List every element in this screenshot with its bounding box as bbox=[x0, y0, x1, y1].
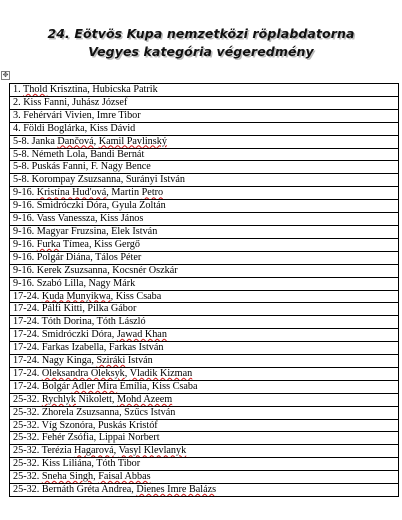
spellcheck-flagged-text: Furka bbox=[36, 238, 61, 250]
result-text: 9-16. bbox=[13, 187, 37, 199]
spellcheck-flagged-text: Mohd Azeem bbox=[117, 393, 173, 405]
spellcheck-flagged-text: Thold bbox=[23, 84, 48, 95]
spellcheck-flagged-text: Vladik Kizman bbox=[129, 367, 193, 379]
result-text: , bbox=[93, 135, 99, 147]
spellcheck-flagged-text: Kamil Pavlinský bbox=[98, 135, 167, 147]
table-row bbox=[10, 484, 399, 497]
spellcheck-flagged-text: Hagarová bbox=[74, 445, 114, 457]
table-row bbox=[10, 329, 399, 342]
result-text: 25-32. bbox=[13, 471, 42, 483]
result-cell[interactable] bbox=[10, 342, 399, 355]
result-cell[interactable] bbox=[10, 277, 399, 290]
result-text: Tímea, Kiss Gergő bbox=[60, 238, 140, 250]
table-row bbox=[10, 109, 399, 122]
result-text: 25-32. bbox=[13, 393, 42, 405]
result-text: , Kiss Csaba bbox=[110, 290, 162, 302]
table-row bbox=[10, 225, 399, 238]
result-cell[interactable] bbox=[10, 251, 399, 264]
result-text: 5-8. Janka bbox=[13, 135, 58, 147]
result-cell[interactable] bbox=[10, 367, 399, 380]
table-row bbox=[10, 445, 399, 458]
table-row bbox=[10, 380, 399, 393]
result-text: 2. Kiss Fanni, Juhász József bbox=[13, 96, 128, 108]
result-text: 17-24. Bolgár bbox=[13, 380, 72, 392]
result-text: 25-32. Terézia bbox=[13, 445, 75, 457]
result-text: 9-16. Polgár Diána, Tálos Péter bbox=[13, 251, 142, 263]
result-text: 3. Fehérvári Vivien, Imre Tibor bbox=[13, 109, 141, 121]
result-cell[interactable] bbox=[10, 355, 399, 368]
result-cell[interactable] bbox=[10, 264, 399, 277]
result-cell[interactable] bbox=[10, 303, 399, 316]
result-cell[interactable] bbox=[10, 316, 399, 329]
spellcheck-flagged-text: Dienes Imre Balázs bbox=[136, 484, 217, 496]
table-row bbox=[10, 148, 399, 161]
result-cell[interactable] bbox=[10, 213, 399, 226]
result-text: , Martin bbox=[106, 187, 142, 199]
table-move-handle-icon[interactable]: ✥ bbox=[2, 71, 9, 79]
result-text: 25-32. Zhorela Zsuzsanna, Szűcs István bbox=[13, 406, 176, 418]
result-text: 5-8. Németh Lola, Bandi Bernát bbox=[13, 148, 145, 160]
result-text: 9-16. Smidróczki Dóra, Gyula Zoltán bbox=[13, 200, 166, 212]
result-cell[interactable] bbox=[10, 148, 399, 161]
result-text: 17-24. Smidróczki Dóra, bbox=[13, 329, 117, 341]
spellcheck-flagged-text: Jawad Khan bbox=[116, 329, 167, 341]
table-row bbox=[10, 238, 399, 251]
result-text: 17-24. Pálfi Kitti, Pilka Gábor bbox=[13, 303, 137, 315]
result-cell[interactable] bbox=[10, 432, 399, 445]
result-text: , bbox=[124, 367, 130, 379]
result-text: 25-32. Fehér Zsófia, Lippai Norbert bbox=[13, 432, 160, 444]
spellcheck-flagged-text: Sziráki bbox=[96, 355, 126, 367]
result-cell[interactable] bbox=[10, 484, 399, 497]
results-table bbox=[9, 83, 399, 497]
result-cell[interactable] bbox=[10, 187, 399, 200]
result-cell[interactable] bbox=[10, 84, 399, 97]
table-row bbox=[10, 393, 399, 406]
result-cell[interactable] bbox=[10, 174, 399, 187]
table-row bbox=[10, 174, 399, 187]
result-text: 9-16. Magyar Fruzsina, Elek István bbox=[13, 225, 158, 237]
result-text: Nikolett, bbox=[76, 393, 118, 405]
result-cell[interactable] bbox=[10, 200, 399, 213]
result-text: 4. Földi Boglárka, Kiss Dávid bbox=[13, 122, 136, 134]
result-text: 17-24. Farkas Izabella, Farkas István bbox=[13, 342, 164, 354]
table-row bbox=[10, 316, 399, 329]
table-row bbox=[10, 432, 399, 445]
spellcheck-flagged-text: Oleksandra Oleksyk bbox=[41, 367, 125, 379]
table-row bbox=[10, 406, 399, 419]
result-text: 17-24. bbox=[13, 367, 42, 379]
result-text: Krisztina, Hubicska Patrik bbox=[47, 84, 158, 95]
table-row bbox=[10, 84, 399, 97]
result-cell[interactable] bbox=[10, 458, 399, 471]
table-row bbox=[10, 342, 399, 355]
result-cell[interactable] bbox=[10, 135, 399, 148]
result-text: , bbox=[113, 445, 119, 457]
result-cell[interactable] bbox=[10, 380, 399, 393]
result-cell[interactable] bbox=[10, 445, 399, 458]
table-row bbox=[10, 290, 399, 303]
result-cell[interactable] bbox=[10, 290, 399, 303]
result-text: 5-8. Korompay Zsuzsanna, Surányi István bbox=[13, 174, 186, 186]
table-row bbox=[10, 303, 399, 316]
spellcheck-flagged-text: Vasyl Klevlanyk bbox=[118, 445, 187, 457]
spellcheck-flagged-text: Dančová bbox=[57, 135, 94, 147]
table-row bbox=[10, 135, 399, 148]
table-row bbox=[10, 264, 399, 277]
result-cell[interactable] bbox=[10, 393, 399, 406]
result-text: 25-32. Bernáth Gréta Andrea, bbox=[13, 484, 137, 496]
table-row bbox=[10, 213, 399, 226]
result-text: 9-16. Szabó Lilla, Nagy Márk bbox=[13, 277, 136, 289]
table-row bbox=[10, 122, 399, 135]
result-text: 1. bbox=[13, 84, 24, 95]
result-cell[interactable] bbox=[10, 96, 399, 109]
table-row bbox=[10, 419, 399, 432]
document-title: 24. Eötvös Kupa nemzetközi röplabdatorna bbox=[47, 26, 355, 41]
table-row bbox=[10, 355, 399, 368]
table-row bbox=[10, 251, 399, 264]
result-text: 17-24. bbox=[13, 290, 42, 302]
result-text: 25-32. Víg Szonóra, Puskás Kristóf bbox=[13, 419, 158, 431]
table-row bbox=[10, 187, 399, 200]
result-cell[interactable] bbox=[10, 225, 399, 238]
result-text: , bbox=[93, 471, 99, 483]
spellcheck-flagged-text: Kristína Hud'ová bbox=[36, 187, 107, 199]
result-text: 5-8. Puskás Fanni, F. Nagy Bence bbox=[13, 161, 151, 173]
table-row bbox=[10, 367, 399, 380]
table-row bbox=[10, 458, 399, 471]
table-row bbox=[10, 161, 399, 174]
table-row bbox=[10, 200, 399, 213]
result-text: 25-32. Kiss Liliána, Tóth Tibor bbox=[13, 458, 141, 470]
table-row bbox=[10, 471, 399, 484]
spellcheck-flagged-text: Faisal Abbas bbox=[98, 471, 151, 483]
result-text: 17-24. Tóth Dorina, Tóth László bbox=[13, 316, 146, 328]
result-cell[interactable] bbox=[10, 109, 399, 122]
result-text: 9-16. Vass Vanessza, Kiss János bbox=[13, 213, 144, 225]
result-text: 17-24. Nagy Kinga, bbox=[13, 355, 97, 367]
spellcheck-flagged-text: Rychlyk bbox=[41, 393, 76, 405]
result-cell[interactable] bbox=[10, 419, 399, 432]
spellcheck-flagged-text: Petro bbox=[141, 187, 164, 199]
result-text: István bbox=[125, 355, 153, 367]
result-cell[interactable] bbox=[10, 161, 399, 174]
document-subtitle: Vegyes kategória végeredmény bbox=[88, 44, 314, 59]
result-text: Emília, Kiss Csaba bbox=[117, 380, 198, 392]
result-cell[interactable] bbox=[10, 406, 399, 419]
spellcheck-flagged-text: Sneha Singh bbox=[41, 471, 94, 483]
result-text: 9-16. bbox=[13, 238, 37, 250]
result-text: 9-16. Kerek Zsuzsanna, Kocsnér Oszkár bbox=[13, 264, 178, 276]
table-row bbox=[10, 96, 399, 109]
table-row bbox=[10, 277, 399, 290]
result-cell[interactable] bbox=[10, 471, 399, 484]
result-cell[interactable] bbox=[10, 329, 399, 342]
result-cell[interactable] bbox=[10, 122, 399, 135]
result-cell[interactable] bbox=[10, 238, 399, 251]
spellcheck-flagged-text: Adler Mira bbox=[71, 380, 118, 392]
spellcheck-flagged-text: Kuda Munyikwa bbox=[41, 290, 111, 302]
